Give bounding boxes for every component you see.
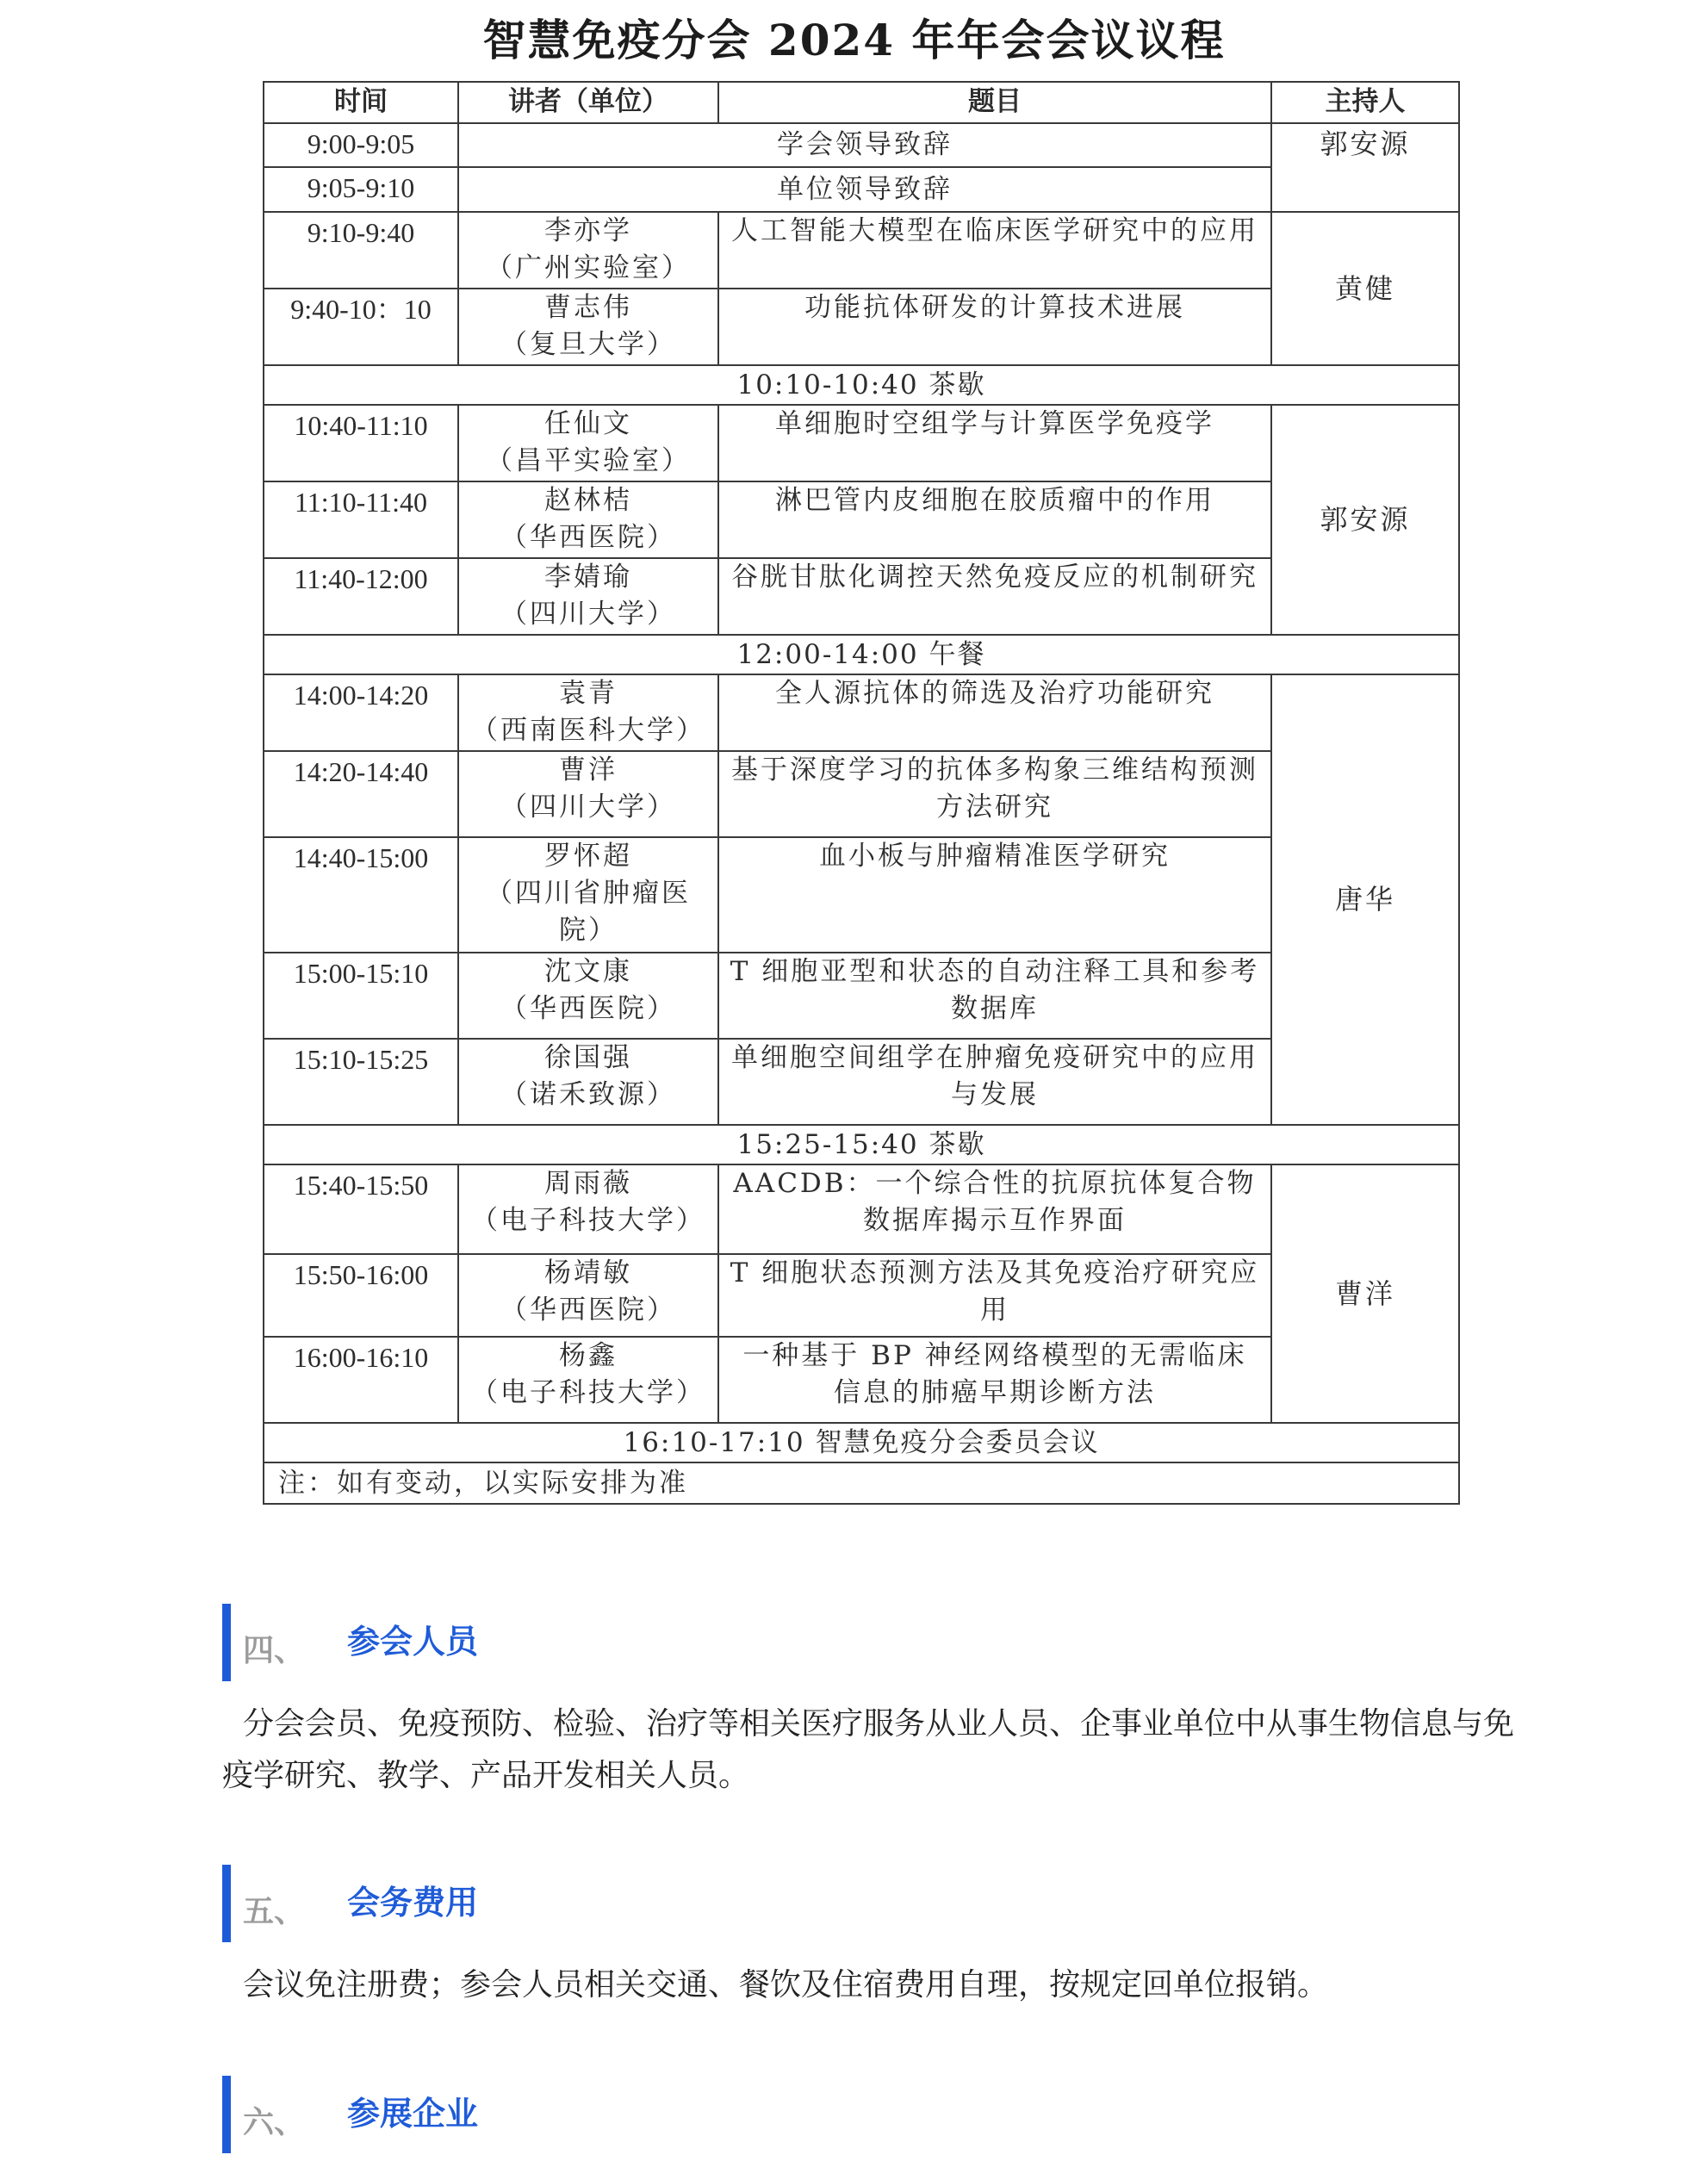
header-host: 主持人 <box>1271 82 1459 123</box>
speaker-org: （四川省肿瘤医院） <box>486 878 691 946</box>
break-row <box>264 635 1459 674</box>
break-text: 12:00-14:00 午餐 <box>264 635 1459 674</box>
speaker-name: 杨靖敏 <box>544 1257 632 1289</box>
break-text: 15:25-15:40 茶歇 <box>264 1125 1459 1164</box>
speaker-org: （电子科技大学） <box>471 1205 705 1236</box>
speaker-cell <box>458 953 718 1039</box>
speaker-name: 曹志伟 <box>544 292 632 323</box>
speaker-cell <box>458 481 718 558</box>
section-number: 五、 <box>243 1894 306 1929</box>
speaker-cell <box>458 212 718 289</box>
closing-text: 16:10-17:10 智慧免疫分会委员会议 <box>264 1423 1459 1462</box>
host-cell: 郭安源 <box>1271 123 1459 212</box>
section-body-fees: 会议免注册费；参会人员相关交通、餐饮及住宿费用自理，按规定回单位报销。 <box>243 1967 1329 2003</box>
break-row <box>264 365 1459 405</box>
time-cell: 9:05-9:10 <box>264 167 458 212</box>
section-accent-bar <box>222 2076 231 2153</box>
speaker-name: 罗怀超 <box>544 841 632 872</box>
section-number: 六、 <box>243 2105 306 2140</box>
time-cell: 15:50-16:00 <box>264 1254 458 1337</box>
section-number: 四、 <box>243 1633 306 1668</box>
speaker-cell <box>458 1039 718 1125</box>
time-cell: 9:00-9:05 <box>264 123 458 167</box>
header-time: 时间 <box>264 82 458 123</box>
speaker-org: （广州实验室） <box>486 252 691 283</box>
section-accent-bar <box>222 1604 231 1681</box>
topic-cell: 功能抗体研发的计算技术进展 <box>718 289 1271 365</box>
time-cell: 10:40-11:10 <box>264 405 458 481</box>
time-cell: 9:40-10：10 <box>264 289 458 365</box>
section-title: 参会人员 <box>347 1623 479 1661</box>
time-cell: 15:10-15:25 <box>264 1039 458 1125</box>
topic-cell: T 细胞亚型和状态的自动注释工具和参考数据库 <box>718 953 1271 1039</box>
time-cell: 15:00-15:10 <box>264 953 458 1039</box>
host-cell: 黄健 <box>1271 212 1459 365</box>
time-cell: 14:40-15:00 <box>264 837 458 953</box>
section-title: 会务费用 <box>347 1884 479 1922</box>
note-row <box>264 1462 1459 1504</box>
topic-cell: 单位领导致辞 <box>458 167 1271 212</box>
time-cell: 14:20-14:40 <box>264 751 458 837</box>
speaker-name: 赵林桔 <box>544 485 632 516</box>
agenda-title: 智慧免疫分会 2024 年年会会议议程 <box>482 15 1226 65</box>
break-row <box>264 1125 1459 1164</box>
break-text: 10:10-10:40 茶歇 <box>264 365 1459 405</box>
speaker-org: （诺禾致源） <box>500 1079 676 1110</box>
speaker-name: 李婧瑜 <box>544 562 632 593</box>
speaker-org: （西南医科大学） <box>471 715 705 746</box>
speaker-cell <box>458 405 718 481</box>
topic-cell: 全人源抗体的筛选及治疗功能研究 <box>718 674 1271 751</box>
speaker-org: （电子科技大学） <box>471 1377 705 1408</box>
host-cell: 曹洋 <box>1271 1164 1459 1423</box>
speaker-name: 周雨薇 <box>544 1168 632 1199</box>
topic-cell: 人工智能大模型在临床医学研究中的应用 <box>718 212 1271 289</box>
speaker-cell <box>458 837 718 953</box>
speaker-name: 徐国强 <box>544 1042 632 1073</box>
table-row <box>264 405 1459 481</box>
speaker-name: 杨鑫 <box>559 1340 618 1371</box>
speaker-cell <box>458 1254 718 1337</box>
topic-cell: 谷胱甘肽化调控天然免疫反应的机制研究 <box>718 558 1271 635</box>
note-text: 注：如有变动，以实际安排为准 <box>264 1462 1459 1504</box>
time-cell: 11:10-11:40 <box>264 481 458 558</box>
topic-cell: 基于深度学习的抗体多构象三维结构预测方法研究 <box>718 751 1271 837</box>
topic-cell: 单细胞时空组学与计算医学免疫学 <box>718 405 1271 481</box>
agenda-table <box>263 81 1460 1505</box>
speaker-name: 袁青 <box>559 678 618 709</box>
topic-cell: 单细胞空间组学在肿瘤免疫研究中的应用与发展 <box>718 1039 1271 1125</box>
speaker-name: 沈文康 <box>544 956 632 987</box>
speaker-org: （华西医院） <box>500 522 676 553</box>
time-cell: 15:40-15:50 <box>264 1164 458 1254</box>
speaker-org: （昌平实验室） <box>486 445 691 476</box>
time-cell: 9:10-9:40 <box>264 212 458 289</box>
speaker-name: 曹洋 <box>559 754 618 786</box>
topic-cell: 学会领导致辞 <box>458 123 1271 167</box>
speaker-cell <box>458 289 718 365</box>
section-accent-bar <box>222 1865 231 1942</box>
speaker-cell <box>458 751 718 837</box>
topic-cell: 一种基于 BP 神经网络模型的无需临床信息的肺癌早期诊断方法 <box>718 1337 1271 1423</box>
time-cell: 14:00-14:20 <box>264 674 458 751</box>
topic-cell: T 细胞状态预测方法及其免疫治疗研究应用 <box>718 1254 1271 1337</box>
speaker-cell <box>458 1164 718 1254</box>
table-row <box>264 212 1459 289</box>
host-cell: 郭安源 <box>1271 405 1459 635</box>
closing-row <box>264 1423 1459 1462</box>
topic-cell: AACDB：一个综合性的抗原抗体复合物数据库揭示互作界面 <box>718 1164 1271 1254</box>
header-speaker: 讲者（单位） <box>458 82 718 123</box>
speaker-org: （华西医院） <box>500 1295 676 1326</box>
table-row <box>264 123 1459 167</box>
speaker-name: 任仙文 <box>544 408 632 439</box>
section-title: 参展企业 <box>347 2095 479 2133</box>
table-row <box>264 1164 1459 1254</box>
speaker-org: （四川大学） <box>500 599 676 630</box>
table-row <box>264 674 1459 751</box>
speaker-org: （华西医院） <box>500 993 676 1024</box>
speaker-cell <box>458 674 718 751</box>
topic-cell: 淋巴管内皮细胞在胶质瘤中的作用 <box>718 481 1271 558</box>
speaker-org: （复旦大学） <box>500 329 676 360</box>
host-cell: 唐华 <box>1271 674 1459 1125</box>
topic-cell: 血小板与肿瘤精准医学研究 <box>718 837 1271 953</box>
speaker-cell <box>458 558 718 635</box>
time-cell: 11:40-12:00 <box>264 558 458 635</box>
time-cell: 16:00-16:10 <box>264 1337 458 1423</box>
speaker-name: 李亦学 <box>544 215 632 246</box>
speaker-org: （四川大学） <box>500 792 676 823</box>
header-topic: 题目 <box>718 82 1271 123</box>
table-header-row <box>264 82 1459 123</box>
speaker-cell <box>458 1337 718 1423</box>
section-body-attendees: 分会会员、免疫预防、检验、治疗等相关医疗服务从业人员、企事业单位中从事生物信息与免疫学研究、教学、产品开发相关人员。 <box>222 1706 1515 1793</box>
